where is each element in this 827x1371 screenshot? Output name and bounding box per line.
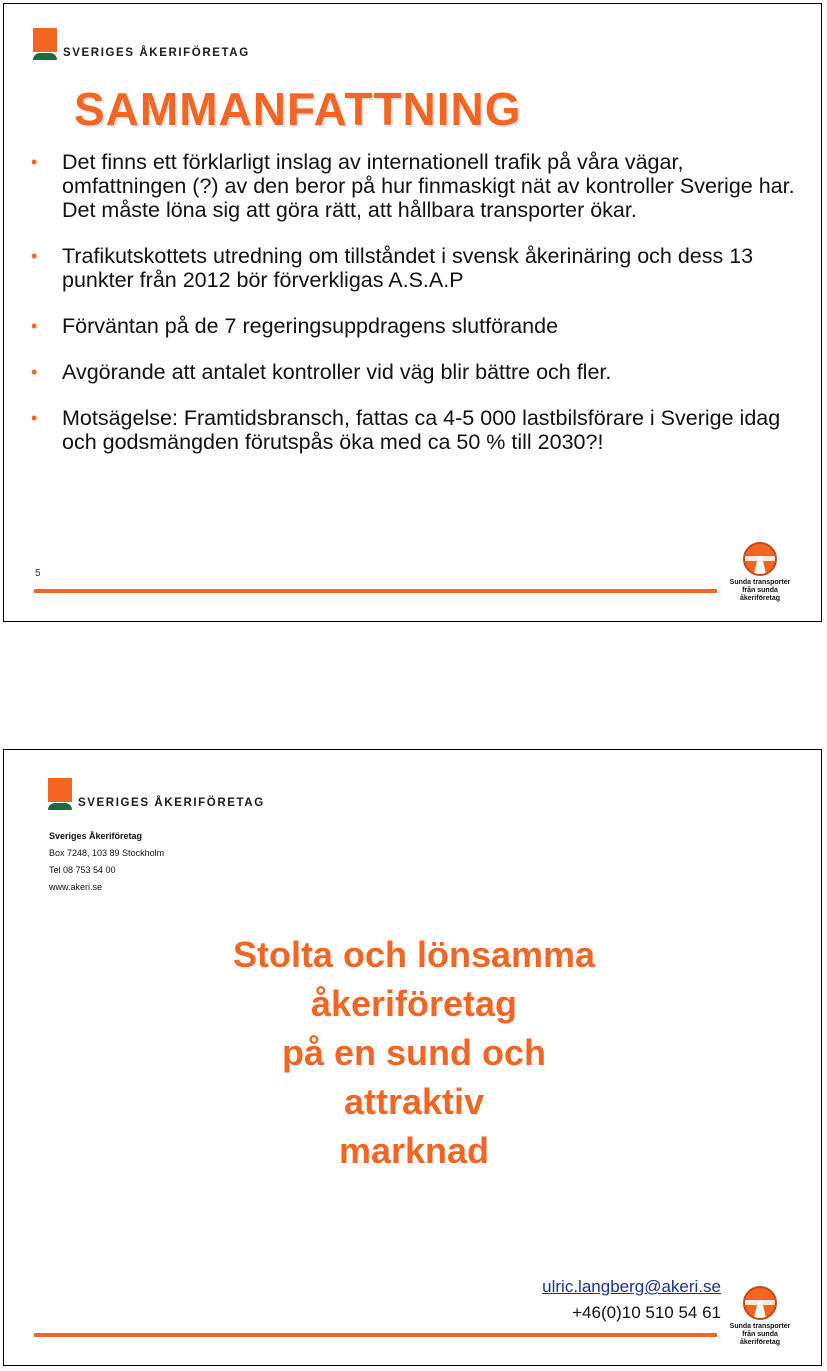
summary-bullet-list bbox=[29, 150, 804, 476]
logo-text: SVERIGES ÅKERIFÖRETAG bbox=[63, 47, 250, 59]
footer-divider bbox=[34, 1333, 717, 1337]
bullet-dot-icon: • bbox=[31, 152, 38, 172]
road-badge-icon bbox=[743, 542, 777, 576]
sunda-transporter-badge bbox=[722, 1286, 798, 1347]
road-badge-icon bbox=[743, 1286, 777, 1320]
company-logo bbox=[33, 28, 250, 60]
contact-address: Box 7248, 103 89 Stockholm bbox=[49, 848, 165, 858]
contact-address-block bbox=[49, 828, 164, 896]
bullet-dot-icon: • bbox=[31, 316, 38, 336]
logo-mark-icon bbox=[33, 28, 57, 60]
contact-phone: Tel 08 753 54 00 bbox=[49, 865, 116, 875]
contact-org: Sveriges Åkeriföretag bbox=[49, 831, 143, 841]
bullet-dot-icon: • bbox=[31, 246, 38, 266]
logo-mark-icon bbox=[48, 778, 72, 810]
phone-number: +46(0)10 510 54 61 bbox=[572, 1303, 721, 1322]
badge-caption: Sunda transporter från sunda åkeriföretag bbox=[729, 579, 791, 602]
company-logo bbox=[48, 778, 265, 810]
email-link[interactable]: ulric.langberg@akeri.se bbox=[542, 1277, 721, 1296]
slide-summary bbox=[3, 3, 822, 622]
slide-closing bbox=[3, 749, 822, 1366]
bullet-item: • Motsägelse: Framtidsbransch, fattas ca 4-5 000 lastbilsförare i Sverige idag och godsmängden förutspås öka med ca 50 % till 2030?! bbox=[31, 406, 781, 454]
logo-text: SVERIGES ÅKERIFÖRETAG bbox=[78, 797, 265, 809]
bullet-item: • Avgörande att antalet kontroller vid väg blir bättre och fler. bbox=[31, 360, 612, 384]
page-number: 5 bbox=[35, 568, 41, 579]
bullet-item: • Det finns ett förklarligt inslag av internationell trafik på våra vägar, omfattningen (?) av den beror på hur finmaskigt nät av kontroller Sverige har. Det måste löna sig att göra rätt, att hållbara transporter ökar. bbox=[31, 150, 795, 222]
slide-title: SAMMANFATTNING bbox=[74, 83, 522, 135]
bullet-item: • Trafikutskottets utredning om tillståndet i svensk åkerinäring och dess 13 punkter från 2012 bör förverkligas A.S.A.P bbox=[31, 244, 754, 292]
bullet-item: • Förväntan på de 7 regeringsuppdragens slutförande bbox=[31, 314, 559, 338]
sunda-transporter-badge bbox=[722, 542, 798, 603]
tagline: Stolta och lönsamma åkeriföretag på en sund och attraktiv marknad bbox=[232, 934, 596, 1171]
contact-web: www.akeri.se bbox=[49, 882, 103, 892]
bullet-dot-icon: • bbox=[31, 362, 38, 382]
bullet-dot-icon: • bbox=[31, 408, 38, 428]
footer-divider bbox=[34, 589, 717, 593]
badge-caption: Sunda transporter från sunda åkeriföretag bbox=[729, 1323, 791, 1346]
contact-person bbox=[542, 1274, 721, 1326]
